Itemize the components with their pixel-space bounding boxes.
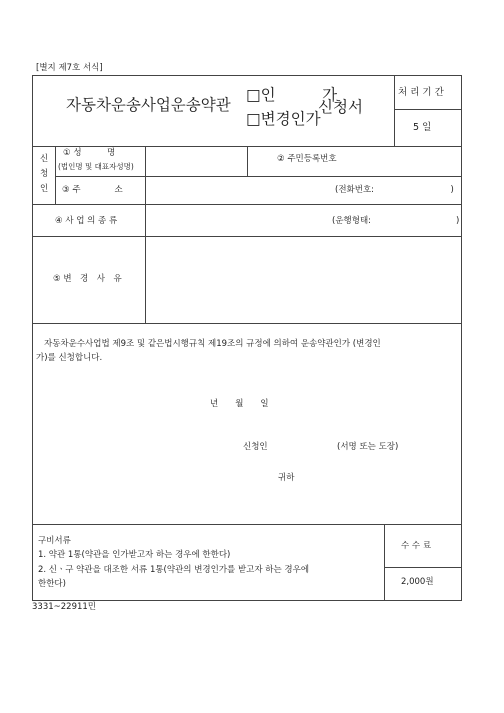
form-border-bottom — [32, 600, 462, 601]
processing-period-value: 5 일 — [413, 122, 432, 133]
applicant-bottom-line — [32, 204, 462, 205]
applicant-row-line — [55, 176, 462, 177]
processing-period-label: 처 리 기 간 — [398, 87, 444, 98]
statement-line-2: 가)를 신청합니다. — [36, 353, 103, 363]
form-title-main: 자동차운송사업운송약관 — [66, 96, 231, 114]
form-border-right — [461, 75, 462, 601]
phone-field: (전화번호: ) — [335, 185, 454, 195]
operation-type-field: (운행형태: ) — [332, 216, 460, 226]
name-label: ① 성 명 — [63, 148, 116, 158]
business-bottom-line — [32, 236, 462, 237]
form-border-left — [32, 75, 33, 601]
fee-label: 수 수 료 — [401, 541, 432, 551]
documents-item-2-cont: 한한다) — [38, 579, 66, 589]
form-border-top — [32, 75, 462, 76]
reason-bottom-line — [32, 323, 462, 324]
documents-item-2: 2. 신ㆍ구 약관을 대조한 서류 1통(약관의 변경인가를 받고자 하는 경우에 — [38, 565, 310, 575]
form-title-option-change: □변경인가 — [246, 110, 321, 128]
application-date: 년 월 일 — [210, 399, 269, 409]
processing-divider — [394, 75, 395, 147]
applicant-label-char-2: 청 — [40, 169, 49, 179]
business-type-label: ④ 사 업 의 종 류 — [55, 216, 118, 226]
reg-col-divider — [247, 146, 248, 177]
documents-item-1: 1. 약관 1통(약관을 인가받고자 하는 경우에 한한다) — [38, 550, 231, 560]
documents-heading: 구비서류 — [38, 536, 71, 546]
signature-note: (서명 또는 도장) — [337, 442, 399, 452]
change-reason-label: ⑤ 변 경 사 유 — [53, 274, 122, 284]
form-label: [별지 제7호 서식] — [36, 63, 103, 73]
processing-mid-line — [394, 109, 462, 110]
statement-line-1: 자동차운수사업법 제9조 및 같은법시행규칙 제19조의 규정에 의하여 운송약관인가 (변경인 — [44, 339, 381, 349]
applicant-signature-label: 신청인 — [243, 442, 268, 452]
addressee: 귀하 — [278, 473, 295, 483]
label-col-divider-2 — [145, 204, 146, 324]
label-col-divider-1 — [145, 146, 146, 204]
applicant-label-char-1: 신 — [40, 154, 49, 164]
address-label: ③ 주 소 — [62, 185, 123, 195]
form-code: 3331~22911민 — [32, 602, 97, 612]
form-title-option-approval: □인 가 — [246, 86, 338, 104]
name-sub-label: (법인명 및 대표자성명) — [58, 162, 134, 171]
fee-divider — [384, 524, 385, 601]
fee-mid-line — [384, 567, 462, 568]
fee-value: 2,000원 — [401, 577, 434, 587]
documents-top-line — [32, 524, 462, 525]
applicant-label-char-3: 인 — [40, 184, 49, 194]
form-title-suffix: 신청서 — [318, 98, 363, 116]
applicant-col-divider — [55, 146, 56, 204]
registration-number-label: ② 주민등록번호 — [277, 154, 337, 164]
